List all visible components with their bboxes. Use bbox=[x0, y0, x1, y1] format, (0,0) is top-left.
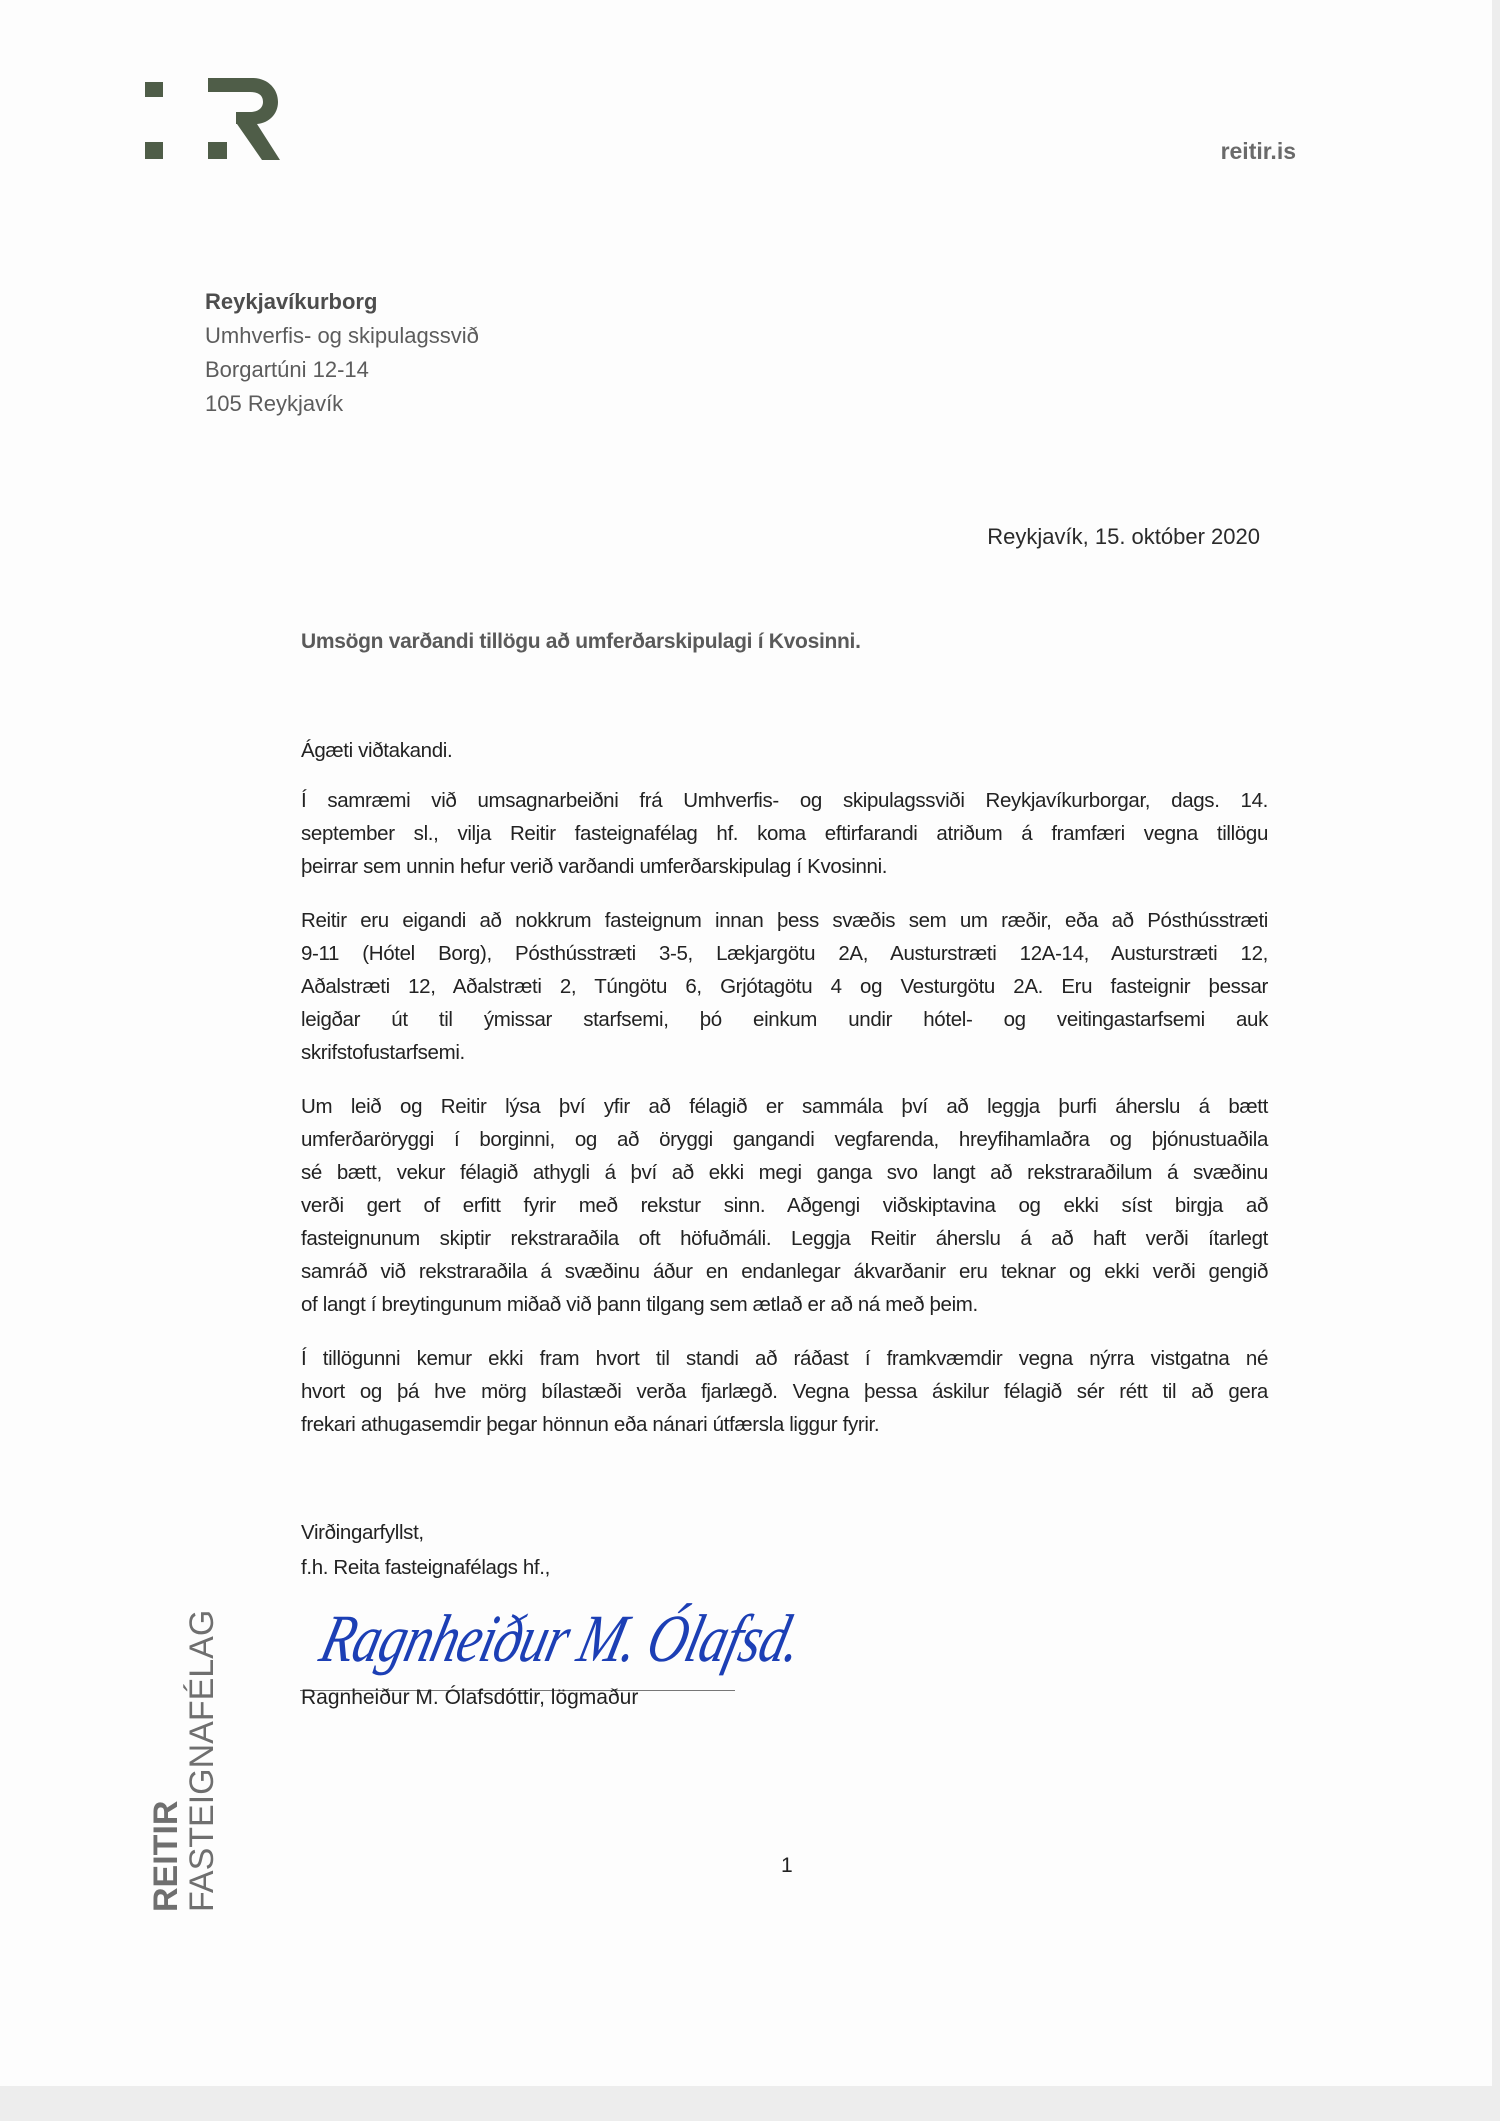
paragraph-line: umferðaröryggi í borginni, og að öryggi gangandi vegfarenda, hreyfihamlaðra og þjónustuaðila bbox=[301, 1128, 1268, 1151]
signatory-name: Ragnheiður M. Ólafsdóttir, lögmaður bbox=[301, 1686, 639, 1709]
paragraph-line: sé bætt, vekur félagið athygli á því að ekki megi ganga svo langt að rekstraraðilum á svæðinu bbox=[301, 1161, 1268, 1184]
paragraph-line: fasteignunum skiptir rekstraraðila oft höfuðmáli. Leggja Reitir áherslu á að haft verði ítarlegt bbox=[301, 1227, 1268, 1250]
handwritten-signature: Ragnheiður M. Ólafsd. bbox=[313, 1600, 810, 1676]
paragraph-line: verði gert of erfitt fyrir með rekstur sinn. Aðgengi viðskiptavina og ekki síst birgja að bbox=[301, 1194, 1268, 1217]
greeting: Ágæti viðtakandi. bbox=[301, 739, 453, 762]
paragraph-line: Um leið og Reitir lýsa því yfir að félagið er sammála því að leggja þurfi áherslu á bætt bbox=[301, 1095, 1268, 1118]
recipient-name: Reykjavíkurborg bbox=[205, 289, 378, 314]
sidebar-brand-tagline: FASTEIGNAFÉLAG bbox=[183, 1609, 221, 1912]
sidebar-brand-name: REITIR bbox=[147, 1800, 185, 1912]
sidebar-brand bbox=[148, 1606, 220, 1912]
paragraph-line: leigðar út til ýmissar starfsemi, þó einkum undir hótel- og veitingastarfsemi auk bbox=[301, 1008, 1268, 1031]
on-behalf-line: f.h. Reita fasteignafélags hf., bbox=[301, 1556, 550, 1579]
paragraph-line: samráð við rekstraraðila á svæðinu áður en endanlegar ákvarðanir eru teknar og ekki verði gengið bbox=[301, 1260, 1268, 1283]
recipient-department: Umhverfis- og skipulagssvið bbox=[205, 323, 479, 348]
paragraph-line: skrifstofustarfsemi. bbox=[301, 1041, 465, 1064]
paragraph-line: Aðalstræti 12, Aðalstræti 2, Túngötu 6, Grjótagötu 4 og Vesturgötu 2A. Eru fasteignir þessar bbox=[301, 975, 1268, 998]
recipient-street: Borgartúni 12-14 bbox=[205, 357, 369, 382]
paragraph-4 bbox=[301, 1342, 1268, 1441]
recipient-city: 105 Reykjavík bbox=[205, 391, 344, 416]
letter-date: Reykjavík, 15. október 2020 bbox=[987, 524, 1260, 549]
page-number: 1 bbox=[781, 1854, 793, 1877]
paragraph-line: Reitir eru eigandi að nokkrum fasteignum innan þess svæðis sem um ræðir, eða að Pósthússtræti bbox=[301, 909, 1268, 932]
paragraph-2 bbox=[301, 904, 1268, 1069]
letter-subject: Umsögn varðandi tillögu að umferðarskipulagi í Kvosinni. bbox=[301, 630, 861, 653]
paragraph-line: 9-11 (Hótel Borg), Pósthússtræti 3-5, Lækjargötu 2A, Austurstræti 12A-14, Austurstræti 12, bbox=[301, 942, 1268, 965]
website-link[interactable]: reitir.is bbox=[1220, 138, 1296, 164]
reitir-logo bbox=[140, 72, 285, 167]
paragraph-line: Í tillögunni kemur ekki fram hvort til standi að ráðast í framkvæmdir vegna nýrra vistgatna né bbox=[301, 1347, 1268, 1370]
paragraph-line: september sl., vilja Reitir fasteignafélag hf. koma eftirfarandi atriðum á framfæri vegna tillögu bbox=[301, 822, 1268, 845]
paragraph-line: þeirrar sem unnin hefur verið varðandi umferðarskipulag í Kvosinni. bbox=[301, 855, 888, 878]
paragraph-line: of langt í breytingunum miðað við þann tilgang sem ætlað er að ná með þeim. bbox=[301, 1293, 978, 1316]
paragraph-line: hvort og þá hve mörg bílastæði verða fjarlægð. Vegna þessa áskilur félagið sér rétt til að gera bbox=[301, 1380, 1268, 1403]
paragraph-line: frekari athugasemdir þegar hönnun eða nánari útfærsla liggur fyrir. bbox=[301, 1413, 880, 1436]
recipient-address bbox=[205, 285, 479, 421]
valediction: Virðingarfyllst, bbox=[301, 1521, 424, 1544]
paragraph-3 bbox=[301, 1090, 1268, 1321]
paragraph-line: Í samræmi við umsagnarbeiðni frá Umhverfis- og skipulagssviði Reykjavíkurborgar, dags. 14. bbox=[301, 789, 1268, 812]
paragraph-1 bbox=[301, 784, 1268, 883]
